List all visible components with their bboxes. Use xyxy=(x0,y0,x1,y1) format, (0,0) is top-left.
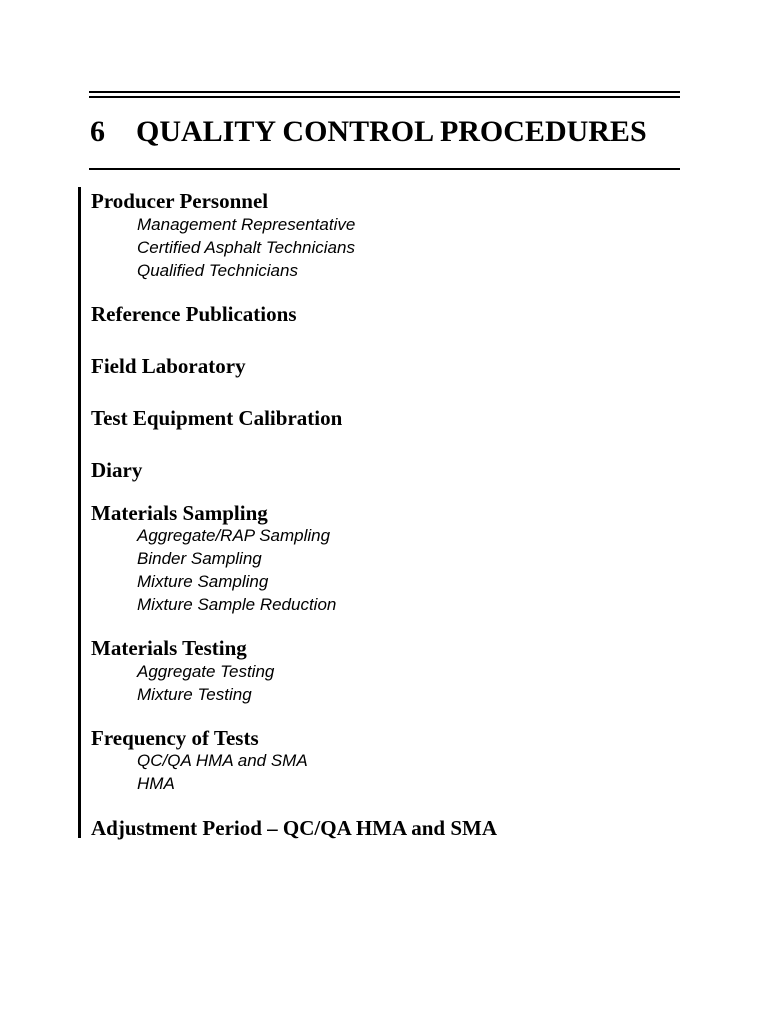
header-double-rule-top xyxy=(89,91,680,93)
sub-item-hma: HMA xyxy=(137,774,175,793)
sub-item-qualified-technicians: Qualified Technicians xyxy=(137,261,298,280)
title-underline-rule xyxy=(89,168,680,170)
chapter-title-text: QUALITY CONTROL PROCEDURES xyxy=(136,115,647,148)
chapter-title xyxy=(90,114,647,150)
revision-change-bar xyxy=(78,187,81,838)
sub-item-aggregate-testing: Aggregate Testing xyxy=(137,662,275,681)
chapter-number: 6 xyxy=(90,115,105,148)
section-heading-adjustment-period: Adjustment Period – QC/QA HMA and SMA xyxy=(91,816,498,840)
sub-item-binder-sampling: Binder Sampling xyxy=(137,549,262,568)
sub-item-mixture-sampling: Mixture Sampling xyxy=(137,572,269,591)
sub-item-mixture-testing: Mixture Testing xyxy=(137,685,252,704)
sub-item-aggregate-rap-sampling: Aggregate/RAP Sampling xyxy=(137,526,331,545)
section-heading-field-laboratory: Field Laboratory xyxy=(91,354,246,378)
section-heading-producer-personnel: Producer Personnel xyxy=(91,189,269,213)
sub-item-mixture-sample-reduction: Mixture Sample Reduction xyxy=(137,595,337,614)
section-heading-diary: Diary xyxy=(91,458,143,482)
sub-item-management-representative: Management Representative xyxy=(137,215,356,234)
header-double-rule-bottom xyxy=(89,96,680,98)
section-heading-test-equipment-calibration: Test Equipment Calibration xyxy=(91,406,343,430)
section-heading-materials-testing: Materials Testing xyxy=(91,636,247,660)
sub-item-qc-qa-hma-and-sma: QC/QA HMA and SMA xyxy=(137,751,308,770)
section-heading-reference-publications: Reference Publications xyxy=(91,302,297,326)
section-heading-materials-sampling: Materials Sampling xyxy=(91,501,268,525)
sub-item-certified-asphalt-technicians: Certified Asphalt Technicians xyxy=(137,238,355,257)
section-heading-frequency-of-tests: Frequency of Tests xyxy=(91,726,259,750)
